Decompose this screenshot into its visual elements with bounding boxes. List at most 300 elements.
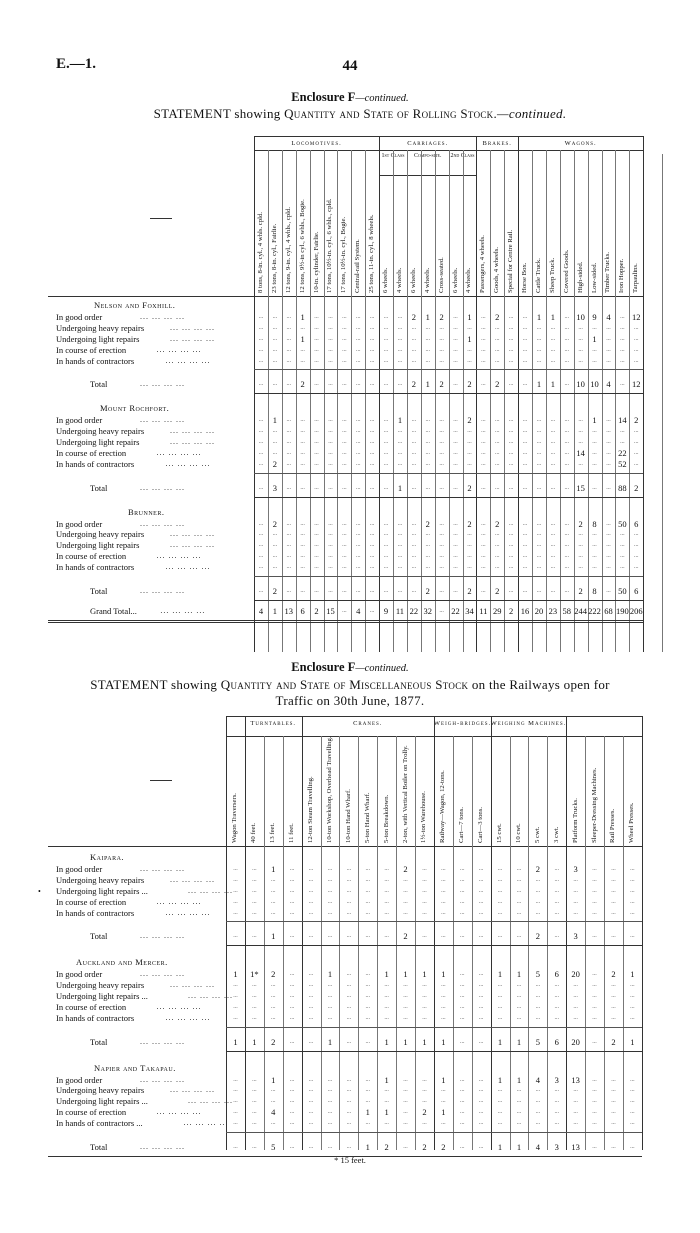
t1-row-empty-cell: ... [369,520,375,527]
t1-row-empty-cell: ... [467,324,472,331]
t1-row-empty-cell: ... [314,428,319,435]
t1-row-empty-cell: ... [620,428,625,435]
t2-row-cell: 3 [554,1074,559,1085]
t1-row-empty-cell: ... [425,542,430,549]
t2-row-empty-cell: ... [289,1087,295,1094]
t2-row-empty-cell: ... [611,898,616,905]
t2-total-empty-cell: ... [346,933,352,940]
t2-pretotal-rule [226,921,642,922]
t1-row-empty-cell: ... [425,417,430,424]
t1-row-empty-cell: ... [383,417,389,424]
t1-row-empty-cell: ... [272,564,278,571]
t1-total-cell: 1 [550,379,555,390]
t2-total-cell: 6 [554,1036,559,1047]
t1-row-empty-cell: ... [536,542,542,549]
t1-row-empty-cell: ... [272,313,278,320]
t1-stub-dash [150,218,172,219]
t1-row-empty-cell: ... [536,428,542,435]
t2-column-header: 12-ton Steam Travelling. [307,776,315,843]
t1-row-empty-cell: ... [314,531,319,538]
t2-row-empty-cell: ... [346,1076,352,1083]
t1-row-empty-cell: ... [494,439,500,445]
t1-row-empty-cell: ... [272,346,278,353]
t1-row-empty-cell: ... [578,553,583,560]
t1-row-empty-cell: ... [606,520,611,527]
t1-row-empty-cell: ... [286,439,291,445]
t1-row-empty-cell: ... [633,335,639,342]
t1-total-cell: 10 [576,379,585,390]
t1-row-empty-cell: ... [328,520,333,527]
t1-row-empty-cell: ... [258,335,264,342]
t2-continued: —continued. [355,663,409,674]
t1-row-empty-cell: ... [355,428,361,435]
t1-row-empty-cell: ... [397,439,403,445]
t2-row-empty-cell: ... [459,1087,465,1094]
t2-section-title: Napier and Takapau. [94,1062,176,1073]
t2-leader-dots: ... ... ... ... [165,907,211,917]
t1-total-cell: 10 [590,379,599,390]
t1-row-empty-cell: ... [300,553,305,560]
t1-row-empty-cell: ... [606,449,611,456]
t2-row-empty-cell: ... [308,1120,314,1127]
t2-row-empty-cell: ... [384,993,389,999]
t2-total-cell: 1 [441,1036,446,1047]
t1-row-empty-cell: ... [328,439,333,445]
t2-row-empty-cell: ... [554,909,559,916]
t2-row-empty-cell: ... [478,1003,484,1010]
t2-row-empty-cell: ... [459,971,465,978]
t2-row-cell: 4 [271,1107,276,1118]
t1-row-empty-cell: ... [536,417,542,424]
t2-row-empty-cell: ... [403,1120,408,1127]
t1-row-empty-cell: ... [411,357,417,364]
t2-row-empty-cell: ... [308,909,314,916]
t1-row-empty-cell: ... [300,564,305,571]
t2-leader-dots: ... ... ... ... [170,1085,215,1095]
t2-column-header: 2-ton, with Vertical Boiler on Trolly. [401,745,409,843]
t1-row-empty-cell: ... [606,346,611,353]
t1-total-empty-cell: ... [397,588,403,594]
t1-leader-dots: ... ... ... ... [170,540,215,550]
t2-row-empty-cell: ... [516,1109,522,1116]
t1-row-empty-cell: ... [467,449,472,456]
t1-row-empty-cell: ... [564,428,569,435]
t2-row-empty-cell: ... [308,898,314,905]
t1-row-empty-cell: ... [411,417,417,424]
t2-leader-dots: ... ... ... ... [156,1001,202,1011]
t1-row-cell: 2 [425,518,430,529]
t1-row-empty-cell: ... [272,553,278,560]
t1-row-empty-cell: ... [578,346,583,353]
t1-row-empty-cell: ... [481,324,486,331]
t2-row-empty-cell: ... [365,982,370,989]
t1-total-cell: 2 [439,379,444,390]
t1-column-header: 6 wheels. [451,267,459,293]
t1-row-empty-cell: ... [592,460,597,467]
t1-row-empty-cell: ... [355,346,361,353]
t1-row-empty-cell: ... [342,313,347,320]
t1-row-empty-cell: ... [300,531,305,538]
t2-row-empty-cell: ... [554,982,559,989]
t1-row-label: Undergoing light repairs [56,540,140,551]
t2-row-empty-cell: ... [516,1014,522,1021]
t1-row-empty-cell: ... [592,357,597,364]
t1-row-empty-cell: ... [383,520,389,527]
t1-total-empty-cell: ... [328,588,333,594]
t1-row-empty-cell: ... [481,428,486,435]
t2-pretotal-rule [226,1132,642,1133]
t1-row-cell: 14 [576,447,585,458]
t1-leader-dots: ... ... ... ... [165,458,211,468]
t2-row-empty-cell: ... [384,1098,389,1105]
t1-row-empty-cell: ... [342,324,347,331]
t1-column-header: Timber Trucks. [604,251,612,293]
t1-row-empty-cell: ... [453,417,458,424]
t2-row-empty-cell: ... [554,887,559,894]
t1-row-empty-cell: ... [592,324,597,331]
t1-row-empty-cell: ... [578,357,583,364]
t2-row-empty-cell: ... [403,887,408,894]
t1-total-empty-cell: ... [286,484,291,491]
t1-row-cell: 2 [467,518,472,529]
t1-row-label: In course of erection [56,447,127,458]
t1-grand-total-cell: 16 [520,605,530,616]
t1-row-empty-cell: ... [606,542,611,549]
t2-row-empty-cell: ... [270,887,276,894]
t1-row-empty-cell: ... [481,346,486,353]
t2-row-empty-cell: ... [573,982,578,989]
t2-row-empty-cell: ... [327,909,333,916]
t2-row-empty-cell: ... [573,1109,578,1116]
t1-row-empty-cell: ... [578,531,583,538]
t2-row-empty-cell: ... [403,909,408,916]
t1-row-empty-cell: ... [536,324,542,331]
t1-row-empty-cell: ... [508,520,514,527]
t1-column-header: Central-rail System. [354,239,362,293]
t1-row-empty-cell: ... [481,553,486,560]
t1-row-empty-cell: ... [508,460,514,467]
t2-row-empty-cell: ... [346,1109,352,1116]
t1-grand-total-cell: 206 [629,605,643,616]
t2-row-empty-cell: ... [535,993,541,999]
t2-row-empty-cell: ... [270,1014,276,1021]
document-reference: E.—1. [56,56,97,72]
t2-total-empty-cell: ... [422,933,427,940]
t1-total-empty-cell: ... [411,588,417,594]
t1-row-empty-cell: ... [286,313,291,320]
t1-top-rule [254,136,643,137]
t1-row-empty-cell: ... [494,449,500,456]
t1-row-empty-cell: ... [439,439,444,445]
t1-grand-total-empty-cell: ... [439,607,444,614]
t1-column-header: 12 tons, 9½-in cyl., 6 whls., Bogie. [298,199,306,293]
t2-total-cell: 1 [422,1036,427,1047]
t1-row-empty-cell: ... [578,324,583,331]
t1-grand-total-cell: 13 [284,605,293,616]
t2-row-empty-cell: ... [554,876,559,883]
t2-column-header: 15 cwt. [496,823,504,843]
t1-leader-dots: ... ... ... ... [160,605,206,615]
t2-row-empty-cell: ... [554,1003,559,1010]
t2-row-empty-cell: ... [365,1087,370,1094]
t1-total-empty-cell: ... [536,484,542,491]
t2-row-empty-cell: ... [630,1076,635,1083]
t1-row-empty-cell: ... [481,542,486,549]
t1-continued: —continued. [355,93,409,104]
t1-grand-total-cell: 2 [314,605,319,616]
t1-total-cell: 2 [425,586,430,596]
t2-row-empty-cell: ... [459,1120,465,1127]
t1-total-empty-cell: ... [439,484,444,491]
t1-statement-c: —continued. [497,106,567,121]
t1-row-empty-cell: ... [397,542,403,549]
t2-row-empty-cell: ... [497,1087,503,1094]
t1-leader-dots: ... ... ... ... [170,333,215,343]
t1-grand-total-cell: 32 [423,605,432,616]
t1-row-empty-cell: ... [425,564,430,571]
t1-grand-total-empty-cell: ... [342,607,347,614]
t1-row-cell: 1 [425,311,430,322]
t2-row-empty-cell: ... [384,876,389,883]
t2-statement-b: Quantity and State of Miscellaneous Stock [220,677,469,692]
t2-row-label: In course of erection [56,1001,127,1012]
t2-row-empty-cell: ... [535,909,541,916]
t1-row-cell: 2 [411,311,416,322]
t1-row-empty-cell: ... [620,531,625,538]
t1-row-empty-cell: ... [286,335,291,342]
t1-row-empty-cell: ... [494,460,500,467]
t2-total-empty-cell: ... [365,1038,370,1045]
t1-row-empty-cell: ... [606,417,611,424]
t1-row-empty-cell: ... [620,553,625,560]
t2-row-cell: 1 [403,969,408,980]
t2-total-cell: 1 [516,1036,522,1047]
t2-row-empty-cell: ... [516,909,522,916]
t1-total-empty-cell: ... [355,484,361,491]
t1-row-empty-cell: ... [508,542,514,549]
t1-row-empty-cell: ... [439,417,444,424]
t2-row-cell: 1 [441,969,446,980]
t2-row-empty-cell: ... [252,887,257,894]
footnote: * 15 feet. [334,1155,366,1165]
t1-total-empty-cell: ... [272,381,278,388]
t2-row-empty-cell: ... [403,1014,408,1021]
t2-row-cell: 2 [271,969,276,980]
t2-total-empty-cell: ... [327,1144,333,1150]
t2-total-cell: 2 [271,1036,276,1047]
t2-row-empty-cell: ... [630,993,635,999]
t1-row-empty-cell: ... [355,542,361,549]
t1-row-empty-cell: ... [369,417,375,424]
t1-leader-dots: ... ... ... ... [170,426,215,436]
t2-total-cell: 1 [271,931,276,942]
t1-row-empty-cell: ... [342,542,347,549]
t2-total-empty-cell: ... [327,933,333,940]
t2-row-empty-cell: ... [308,993,314,999]
t1-row-empty-cell: ... [550,553,556,560]
t1-row-empty-cell: ... [300,542,305,549]
t1-row-empty-cell: ... [397,324,403,331]
t1-row-empty-cell: ... [342,460,347,467]
t1-row-empty-cell: ... [355,335,361,342]
t1-row-empty-cell: ... [342,346,347,353]
t1-grand-total-cell: 23 [548,605,558,616]
t2-row-empty-cell: ... [535,982,541,989]
t1-row-label: In good order [56,415,103,426]
t2-row-empty-cell: ... [384,898,389,905]
t2-row-empty-cell: ... [289,1098,295,1105]
t2-row-empty-cell: ... [422,909,427,916]
t1-row-empty-cell: ... [508,335,514,342]
t2-row-label: In hands of contractors [56,907,135,918]
t1-row-label: In hands of contractors [56,562,135,573]
t2-row-empty-cell: ... [289,1076,295,1083]
t1-row-empty-cell: ... [633,564,639,571]
t2-leader-dots: ... ... ... ... [140,969,185,979]
t2-row-empty-cell: ... [611,1109,616,1116]
t2-row-empty-cell: ... [478,993,484,999]
t2-row-cell: 1 [441,1074,446,1085]
t1-grand-total-cell: 58 [562,605,571,616]
t2-statement-line2: Traffic on 30th June, 1877. [275,693,425,708]
t1-statement-a: STATEMENT showing [153,106,285,121]
t1-row-empty-cell: ... [425,531,430,538]
t1-subgroup-label: 1st Class [381,153,405,159]
t2-row-empty-cell: ... [308,982,314,989]
t2-row-empty-cell: ... [478,1120,484,1127]
t1-row-empty-cell: ... [258,564,264,571]
t1-row-empty-cell: ... [383,428,389,435]
t2-column-header: Rail Presses. [609,808,617,843]
t1-row-empty-cell: ... [467,531,472,538]
t2-row-empty-cell: ... [535,887,541,894]
t2-row-empty-cell: ... [327,1076,333,1083]
t1-row-cell: 10 [576,311,585,322]
t2-row-empty-cell: ... [252,1087,257,1094]
t1-row-empty-cell: ... [286,553,291,560]
t1-row-empty-cell: ... [620,439,625,445]
t2-row-empty-cell: ... [233,909,238,916]
t1-row-empty-cell: ... [286,460,291,467]
t1-row-empty-cell: ... [633,553,639,560]
t2-leader-dots: ... ... ... ... [140,1142,185,1151]
t1-row-empty-cell: ... [383,439,389,445]
t1-grand-total-cell: 11 [479,605,488,616]
t1-row-empty-cell: ... [578,439,583,445]
t2-row-empty-cell: ... [459,865,465,872]
t1-row-empty-cell: ... [342,520,347,527]
t1-column-header: 12 tons, 9-in. cyl., 4 whls., cpld. [284,206,292,293]
t1-row-empty-cell: ... [536,460,542,467]
t2-row-empty-cell: ... [289,1014,295,1021]
t1-column-header: Cattle Truck. [534,258,542,293]
t1-row-empty-cell: ... [328,428,333,435]
t1-row-empty-cell: ... [328,324,333,331]
t2-row-empty-cell: ... [630,909,635,916]
t1-row-empty-cell: ... [467,460,472,467]
t1-row-empty-cell: ... [425,357,430,364]
t2-row-empty-cell: ... [422,1003,427,1010]
t1-total-cell: 1 [425,379,430,390]
t1-row-empty-cell: ... [355,357,361,364]
t2-total-label: Total [90,1036,108,1047]
t1-row-label: In good order [56,311,103,322]
t1-row-empty-cell: ... [258,439,264,445]
t1-row-empty-cell: ... [633,531,639,538]
t2-row-empty-cell: ... [403,1076,408,1083]
t1-row-empty-cell: ... [397,428,403,435]
t1-row-empty-cell: ... [314,324,319,331]
t2-row-empty-cell: ... [233,898,238,905]
t2-row-empty-cell: ... [592,865,597,872]
t2-row-empty-cell: ... [459,909,465,916]
t2-row-empty-cell: ... [327,993,333,999]
t2-row-empty-cell: ... [327,887,333,894]
t1-column-header: Low-sided. [590,262,598,293]
t2-row-empty-cell: ... [422,982,427,989]
t1-total-empty-cell: ... [564,381,569,388]
t2-leader-dots: ... ... ... ... [170,874,215,884]
t2-total-empty-cell: ... [592,933,597,940]
t2-row-empty-cell: ... [478,982,484,989]
t2-row-cell: 1 [271,1074,276,1085]
t2-row-empty-cell: ... [592,993,597,999]
t1-row-empty-cell: ... [564,449,569,456]
t2-row-empty-cell: ... [233,876,238,883]
t1-leader-dots: ... ... ... ... [140,415,185,425]
t1-row-empty-cell: ... [494,346,500,353]
t1-row-empty-cell: ... [439,542,444,549]
t2-column-header: 10-ton Hand Wharf. [344,789,352,843]
t2-row-empty-cell: ... [554,1098,559,1105]
t1-statement-title [50,106,670,122]
t2-row-empty-cell: ... [422,865,427,872]
t1-row-empty-cell: ... [286,542,291,549]
t2-enclosure: Enclosure F [291,660,356,674]
t1-row-empty-cell: ... [314,449,319,456]
t2-row-label: In good order [56,863,103,874]
t1-column-header: 4 wheels. [465,267,473,293]
t1-row-empty-cell: ... [494,324,500,331]
t1-section-title: Brunner. [128,506,165,517]
t1-row-empty-cell: ... [467,564,472,571]
t2-row-empty-cell: ... [573,876,578,883]
t1-row-empty-cell: ... [592,564,597,571]
t1-total-cell: 3 [272,482,277,493]
t2-row-empty-cell: ... [308,876,314,883]
t2-row-empty-cell: ... [346,971,352,978]
t1-total-empty-cell: ... [258,381,264,388]
t2-row-empty-cell: ... [573,993,578,999]
t2-row-empty-cell: ... [289,1120,295,1127]
t1-grand-total-cell: 34 [465,605,474,616]
t2-leader-dots: ... ... ... ... [156,1107,202,1117]
t1-row-empty-cell: ... [383,357,389,364]
t2-row-empty-cell: ... [252,993,257,999]
t2-row-empty-cell: ... [592,887,597,894]
t2-row-empty-cell: ... [346,1087,352,1094]
t2-row-cell: 1 [365,1107,370,1118]
t1-row-empty-cell: ... [620,324,625,331]
t1-row-empty-cell: ... [564,553,569,560]
t2-row-empty-cell: ... [497,865,503,872]
t2-row-empty-cell: ... [516,898,522,905]
t1-row-empty-cell: ... [550,542,556,549]
t2-row-empty-cell: ... [289,898,295,905]
t1-row-empty-cell: ... [355,324,361,331]
t2-row-empty-cell: ... [441,876,446,883]
t1-row-empty-cell: ... [592,428,597,435]
